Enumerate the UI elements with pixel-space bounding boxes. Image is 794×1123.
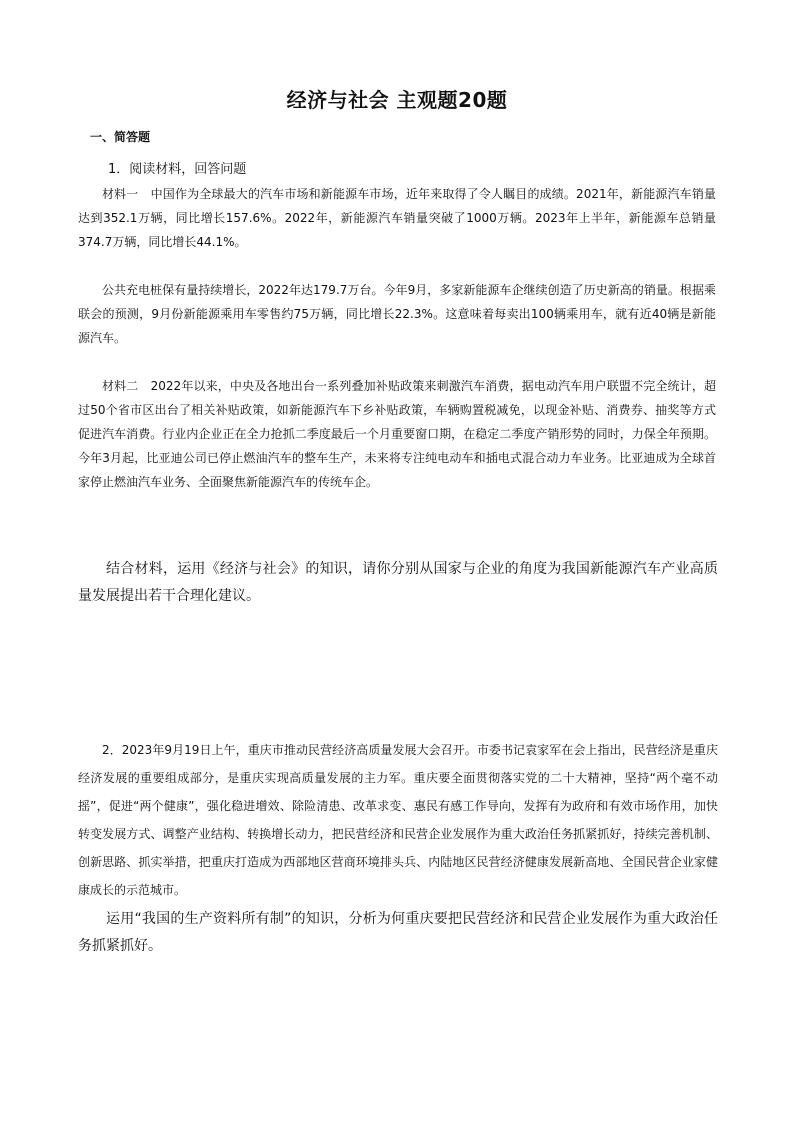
- material-1-paragraph-2: 公共充电桩保有量持续增长，2022年达179.7万台。今年9月，多家新能源车企继续创造了历史新高的销量。根据乘联会的预测，9月份新能源乘用车零售约75万辆，同比增长22.3%。这意味着每卖出100辆乘用车，就有近40辆是新能源汽车。: [78, 283, 716, 345]
- question-2-prompt: 运用“我国的生产资料所有制”的知识，分析为何重庆要把民营经济和民营企业发展作为重大政治任务抓紧抓好。: [78, 911, 718, 954]
- material-1-paragraph-1: 材料一 中国作为全球最大的汽车市场和新能源车市场，近年来取得了令人瞩目的成绩。2021年，新能源汽车销量达到352.1万辆，同比增长157.6%。2022年，新能源汽车销量突破了1000万辆。2023年上半年，新能源车总销量374.7万辆，同比增长44.1%。: [78, 187, 716, 249]
- question-1-stem: 1．阅读材料，回答问题: [108, 162, 247, 177]
- material-2-paragraph: 材料二 2022年以来，中央及各地出台一系列叠加补贴政策来刺激汽车消费，据电动汽车用户联盟不完全统计，超过50个省市区出台了相关补贴政策，如新能源汽车下乡补贴政策，车辆购置税减免，以现金补贴、消费券、抽奖等方式促进汽车消费。行业内企业正在全力抢抓二季度最后一个月重要窗口期，在稳定二季度产销形势的同时，力保全年预期。今年3月起，比亚迪公司已停止燃油汽车的整车生产，未来将专注纯电动车和插电式混合动力车业务。比亚迪成为全球首家停止燃油汽车业务、全面聚焦新能源汽车的传统车企。: [78, 379, 716, 489]
- question-2-material: 2．2023年9月19日上午，重庆市推动民营经济高质量发展大会召开。市委书记袁家军在会上指出，民营经济是重庆经济发展的重要组成部分，是重庆实现高质量发展的主力军。重庆要全面贯彻落实党的二十大精神，坚持“两个毫不动摇”，促进“两个健康”，强化稳进增效、除险清患、改革求变、惠民有感工作导向，发挥有为政府和有效市场作用，加快转变发展方式、调整产业结构、转换增长动力，把民营经济和民营企业发展作为重大政治任务抓紧抓好，持续完善机制、创新思路、抓实举措，把重庆打造成为西部地区营商环境排头兵、内陆地区民营经济健康发展新高地、全国民营企业家健康成长的示范城市。: [78, 743, 718, 897]
- question-1-prompt: 结合材料，运用《经济与社会》的知识，请你分别从国家与企业的角度为我国新能源汽车产业高质量发展提出若干合理化建议。: [78, 561, 718, 604]
- page-title: 经济与社会 主观题20题: [286, 88, 508, 112]
- section-heading: 一、简答题: [90, 130, 151, 144]
